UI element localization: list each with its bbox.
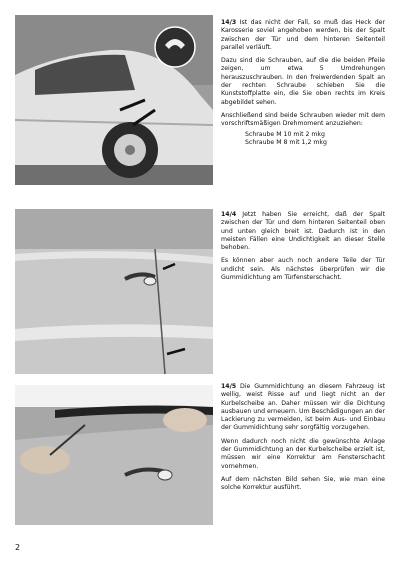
paragraph — [221, 383, 385, 433]
paragraph-text: Die Gummidichtung an diesem Fahrzeug ist wellig, weist Risse auf und liegt nicht an der Kurbelscheibe an. Daher müssen wir die Dichtung ausbauen und erneuern. Um Beschädigungen an der Lackierung zu vermeiden, ist beim Aus- und Einbau der Gummidichtung sehr sorgfältig vorzugehen. — [221, 383, 385, 432]
figure-ref: 14/5 — [221, 383, 237, 390]
paragraph — [221, 211, 385, 252]
figure-ref: 14/3 — [221, 19, 237, 26]
paragraph: Wenn dadurch noch nicht die gewünschte Anlage der Gummidichtung an der Kurbelscheibe erzielt ist, müssen wir eine Korrektur am Fensterschacht vornehmen. — [221, 437, 385, 470]
paragraph — [221, 19, 385, 52]
paragraph-text: Jetzt haben Sie erreicht, daß der Spalt zwischen der Tür und dem hinteren Seitenteil oben und unten gleich breit ist. Dadurch ist in den meisten Fällen eine Undichtigkeit an dieser Stelle behoben. — [221, 211, 386, 252]
photo-window-seal — [15, 385, 213, 525]
paragraph: Anschließend sind beide Schrauben wieder mit dem vorschriftsmäßigen Drehmoment anzuziehen: — [221, 111, 385, 128]
section-14-5 — [221, 383, 385, 498]
paragraph: Auf dem nächsten Bild sehen Sie, wie man eine solche Korrektur ausführt. — [221, 475, 385, 492]
spec-item: Schraube M 10 mit 2 mkg — [245, 130, 325, 138]
paragraph-text: Ist das nicht der Fall, so muß das Heck der Karosserie soviel angehoben werden, bis der Spalt zwischen der Tür und dem hinteren Seitenteil parallel verläuft. — [221, 19, 386, 51]
spec-item: Schraube M 8 mit 1,2 mkg — [245, 138, 327, 146]
section-14-4 — [221, 211, 385, 287]
spec-list — [221, 131, 385, 148]
photo-door-gap — [15, 209, 213, 374]
paragraph: Dazu sind die Schrauben, auf die die beiden Pfeile zeigen, um etwa 5 Umdrehungen herauszuschrauben. In den freiwerdenden Spalt an der rechten Schraube schieben Sie die Kunststoffplatte ein, die Sie oben rechts im Kreis abgebildet sehen. — [221, 57, 385, 106]
photo-car-rear-screws — [15, 15, 213, 185]
page-number: 2 — [15, 543, 21, 552]
figure-ref: 14/4 — [221, 211, 237, 218]
section-14-3 — [221, 19, 385, 147]
paragraph: Es können aber auch noch andere Teile der Tür undicht sein. Als nächstes überprüfen wir die Gummidichtung am Türfensterschacht. — [221, 257, 385, 282]
